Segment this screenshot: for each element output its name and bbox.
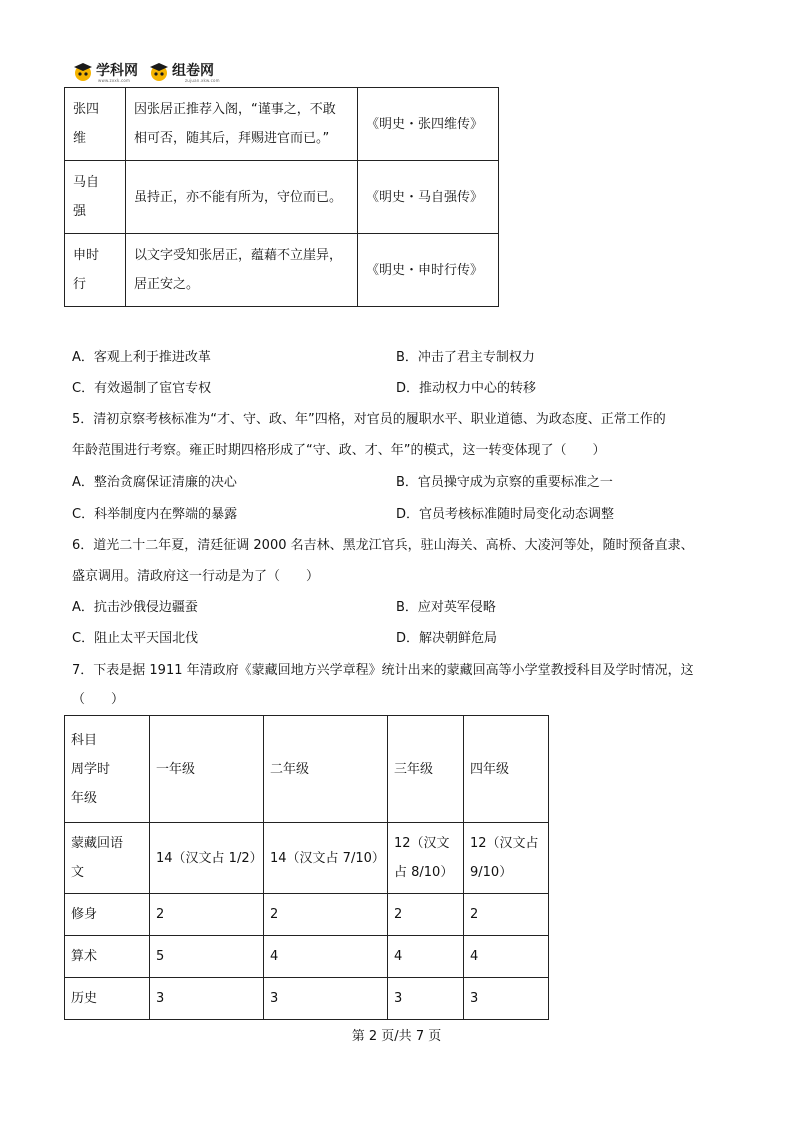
table-row [65, 161, 499, 234]
official-name: 张四 [73, 102, 100, 117]
source-text: 《明史・马自强传》 [366, 189, 484, 205]
official-name: 马自 [73, 175, 100, 190]
hours-text: 占 8/10） [394, 865, 454, 880]
hours-cell: 3 [150, 978, 264, 1020]
hours-cell: 2 [464, 894, 549, 936]
hours-cell: 4 [464, 936, 549, 978]
source-cell [358, 161, 499, 234]
logo-zujuanwang-url: zujuan.xkw.com [185, 78, 220, 83]
q4-option-a: A．客观上利于推进改革 [72, 350, 211, 365]
q5-option-d: D．官员考核标准随时局变化动态调整 [396, 507, 615, 522]
header-label-hours: 周学时 [71, 761, 111, 777]
header-grade-4: 四年级 [464, 716, 549, 823]
official-name: 维 [73, 131, 87, 146]
source-text: 《明史・申时行传》 [366, 262, 484, 278]
q6-option-b: B．应对英军侵略 [396, 600, 496, 615]
source-text: 《明史・张四维传》 [366, 116, 484, 132]
graduation-cap-icon [72, 60, 94, 82]
q4-option-c: C．有效遏制了宦官专权 [72, 381, 212, 396]
q5-option-b: B．官员操守成为京察的重要标准之一 [396, 475, 613, 490]
subject-cell [65, 823, 150, 894]
subject-name: 蒙藏回语 [71, 836, 124, 851]
q4-option-d: D．推动权力中心的转移 [396, 381, 537, 396]
hours-cell: 2 [150, 894, 264, 936]
hours-text: 9/10） [470, 865, 513, 880]
table-row [65, 88, 499, 161]
header-label-grade: 年级 [71, 790, 98, 806]
official-name-cell [65, 88, 126, 161]
q6-stem-line1: 6．道光二十二年夏，清廷征调 2000 名吉林、黑龙江官兵，驻山海关、高桥、大凌河等处，随时预备直隶、 [72, 538, 694, 553]
quote-text: 相可否，随其后，拜赐进官而已。” [134, 131, 330, 146]
q4-option-b: B．冲击了君主专制权力 [396, 350, 535, 365]
source-cell [358, 234, 499, 307]
quote-cell [126, 88, 358, 161]
header-grade-3: 三年级 [388, 716, 464, 823]
hours-cell: 3 [464, 978, 549, 1020]
hours-cell: 4 [264, 936, 388, 978]
table-header-row [65, 716, 549, 823]
hours-cell [388, 823, 464, 894]
quote-text: 以文字受知张居正，蕴藉不立崖异， [134, 248, 343, 263]
q6-option-d: D．解决朝鲜危局 [396, 631, 498, 646]
quote-text: 居正安之。 [134, 277, 200, 292]
q7-stem-line2: （ ） [72, 692, 125, 707]
table-row [65, 823, 549, 894]
official-name-cell [65, 161, 126, 234]
logo-xuekewang-url: www.zxxk.com [98, 78, 131, 83]
hours-cell: 14（汉文占 1/2） [150, 823, 264, 894]
official-name: 行 [73, 277, 87, 292]
header-label-subject: 科目 [71, 732, 98, 748]
table-row [65, 234, 499, 307]
logo-zujuanwang-text: 组卷网 [172, 63, 214, 79]
hours-cell: 4 [388, 936, 464, 978]
source-cell [358, 88, 499, 161]
official-name-cell [65, 234, 126, 307]
q6-stem-line2: 盛京调用。清政府这一行动是为了（ ） [72, 569, 320, 584]
q5-option-a: A．整治贪腐保证清廉的决心 [72, 475, 237, 490]
subject-cell: 算术 [65, 936, 150, 978]
graduation-cap-icon [148, 60, 170, 82]
logo-xuekewang-text: 学科网 [96, 63, 138, 79]
q5-option-c: C．科举制度内在弊端的暴露 [72, 507, 238, 522]
hours-cell: 2 [388, 894, 464, 936]
quote-cell [126, 161, 358, 234]
header-grade-2: 二年级 [264, 716, 388, 823]
header-grade-1: 一年级 [150, 716, 264, 823]
subject-cell: 修身 [65, 894, 150, 936]
table-row [65, 978, 549, 1020]
officials-table [64, 87, 499, 307]
official-name: 强 [73, 204, 87, 219]
q7-stem-line1: 7．下表是据 1911 年清政府《蒙藏回地方兴学章程》统计出来的蒙藏回高等小学堂教授科目及学时情况，这 [72, 663, 694, 678]
table-row [65, 936, 549, 978]
hours-cell: 3 [388, 978, 464, 1020]
q6-option-a: A．抗击沙俄侵边疆蚕 [72, 600, 198, 615]
q5-stem-line1: 5．清初京察考核标准为“才、守、政、年”四格，对官员的履职水平、职业道德、为政态度、正常工作的 [72, 412, 666, 427]
hours-cell: 5 [150, 936, 264, 978]
page-number-footer: 第 2 页/共 7 页 [351, 1029, 442, 1044]
subject-name: 文 [71, 865, 85, 880]
quote-text: 虽持正，亦不能有所为，守位而已。 [134, 189, 343, 205]
hours-cell: 3 [264, 978, 388, 1020]
quote-text: 因张居正推荐入阁，“谨事之，不敢 [134, 102, 336, 117]
hours-cell: 2 [264, 894, 388, 936]
subject-cell: 历史 [65, 978, 150, 1020]
official-name: 申时 [73, 248, 100, 263]
header-diagonal-cell [65, 716, 150, 823]
hours-cell [464, 823, 549, 894]
curriculum-table [64, 715, 549, 1020]
table-row [65, 894, 549, 936]
q5-stem-line2: 年龄范围进行考察。雍正时期四格形成了“守、政、才、年”的模式，这一转变体现了（ ） [72, 443, 606, 458]
q6-option-c: C．阻止太平天国北伐 [72, 631, 199, 646]
quote-cell [126, 234, 358, 307]
hours-text: 12（汉文占 [470, 836, 539, 851]
hours-text: 12（汉文 [394, 836, 450, 851]
hours-cell: 14（汉文占 7/10） [264, 823, 388, 894]
